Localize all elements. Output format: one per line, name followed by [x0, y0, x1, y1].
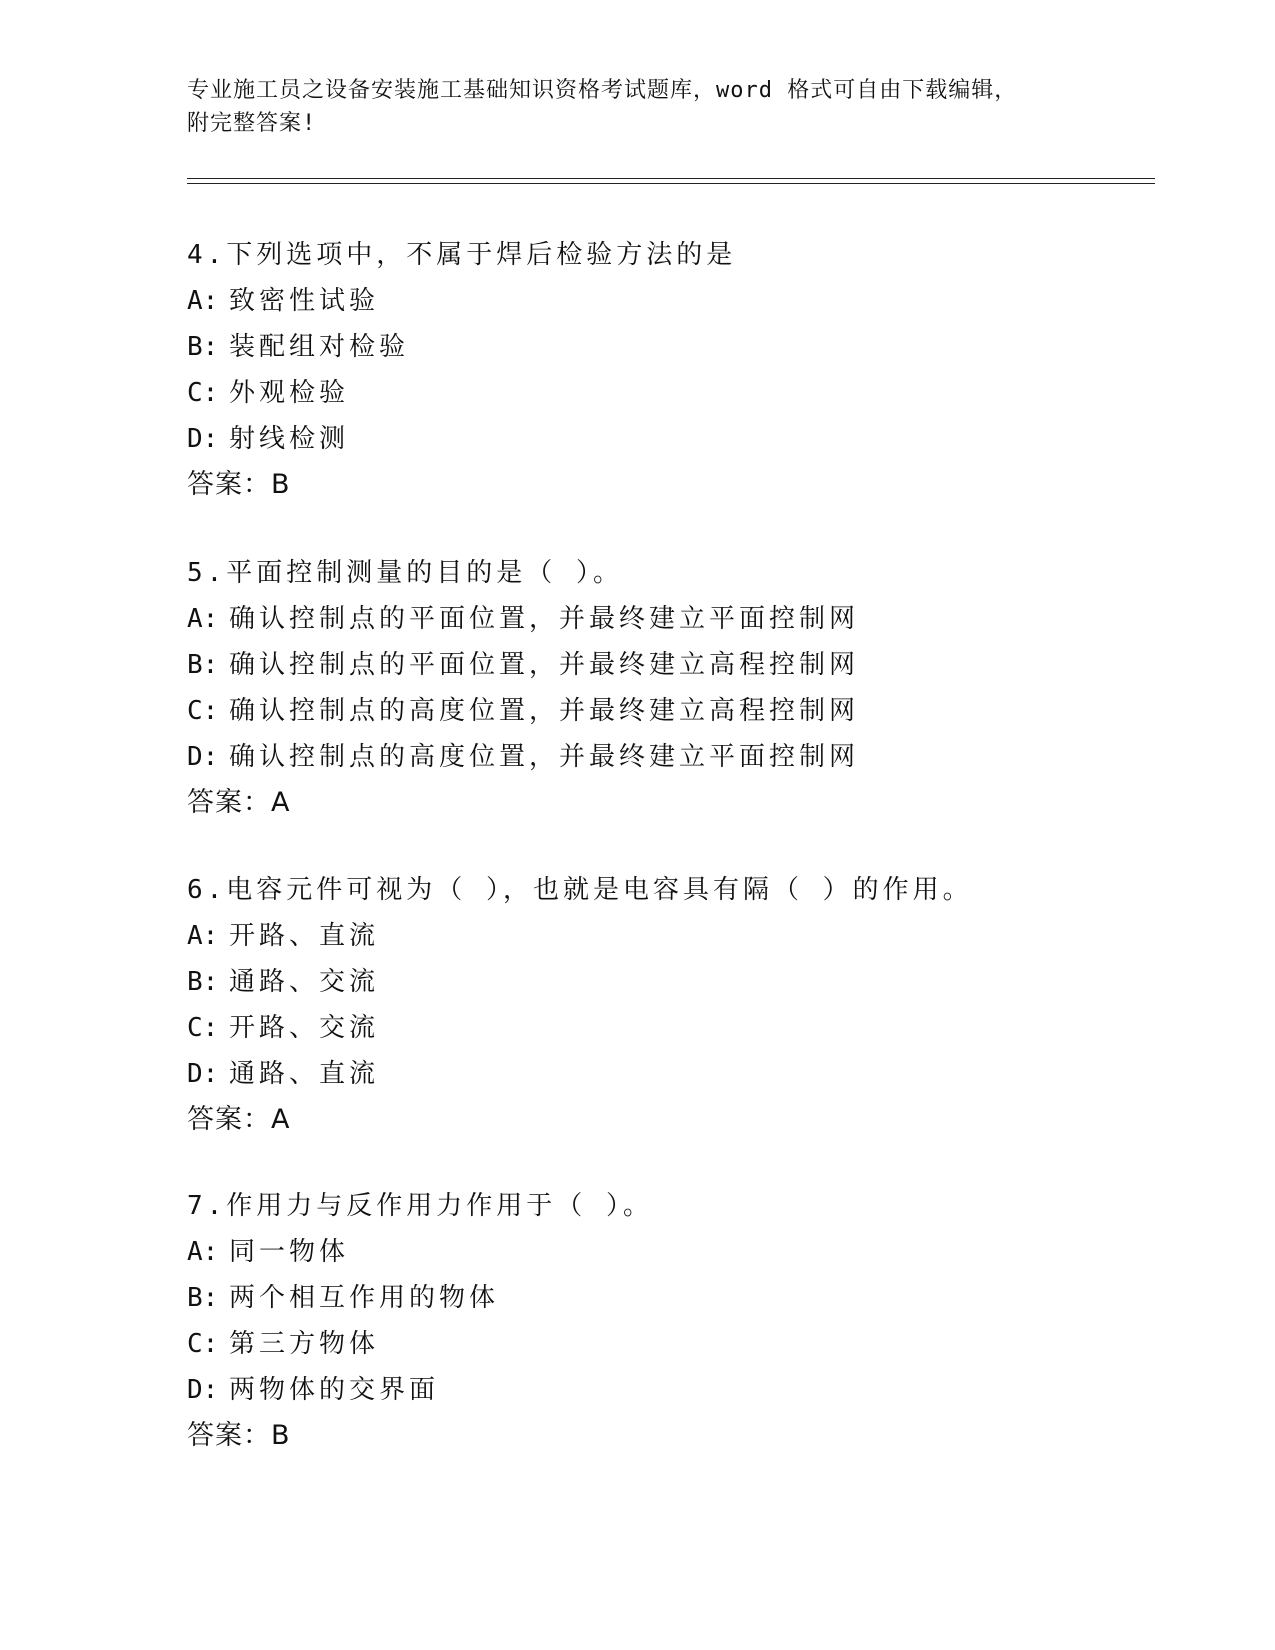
- option-text: 射线检测: [229, 424, 350, 454]
- option-text: 两个相互作用的物体: [229, 1283, 500, 1313]
- question-stem: 6.电容元件可视为（ ），也就是电容具有隔（ ）的作用。: [187, 875, 973, 905]
- option-text: 两物体的交界面: [229, 1375, 440, 1405]
- question-4: [187, 232, 1187, 508]
- option-b: [187, 324, 1187, 370]
- document-header: [187, 74, 1067, 140]
- option-d: [187, 734, 1187, 780]
- answer-label: 答案：A: [187, 1104, 291, 1135]
- option-letter: B:: [187, 650, 219, 680]
- option-letter: D:: [187, 424, 219, 454]
- option-letter: C:: [187, 378, 219, 408]
- option-c: [187, 1005, 1187, 1051]
- option-c: [187, 688, 1187, 734]
- answer-label: 答案：B: [187, 1420, 291, 1451]
- option-text: 开路、直流: [229, 921, 380, 951]
- option-letter: A:: [187, 921, 219, 951]
- question-7: [187, 1183, 1187, 1459]
- option-text: 装配组对检验: [229, 332, 410, 362]
- question-6: [187, 867, 1187, 1143]
- option-letter: C:: [187, 1329, 219, 1359]
- option-text: 外观检验: [229, 378, 350, 408]
- option-text: 确认控制点的平面位置，并最终建立平面控制网: [229, 604, 860, 634]
- option-letter: C:: [187, 1013, 219, 1043]
- option-text: 致密性试验: [229, 286, 380, 316]
- option-b: [187, 642, 1187, 688]
- option-text: 确认控制点的平面位置，并最终建立高程控制网: [229, 650, 860, 680]
- answer-label: 答案：A: [187, 787, 291, 818]
- option-letter: A:: [187, 286, 219, 316]
- option-letter: A:: [187, 1237, 219, 1267]
- option-a: [187, 1229, 1187, 1275]
- question-stem: 4.下列选项中，不属于焊后检验方法的是: [187, 240, 737, 270]
- header-divider-top: [187, 178, 1155, 179]
- option-letter: B:: [187, 967, 219, 997]
- option-d: [187, 1367, 1187, 1413]
- option-letter: A:: [187, 604, 219, 634]
- header-divider-bottom: [187, 183, 1155, 184]
- header-title-line-2: 附完整答案!: [187, 111, 317, 136]
- option-d: [187, 416, 1187, 462]
- option-a: [187, 596, 1187, 642]
- option-text: 通路、直流: [229, 1059, 380, 1089]
- option-a: [187, 913, 1187, 959]
- option-c: [187, 1321, 1187, 1367]
- option-b: [187, 1275, 1187, 1321]
- option-letter: D:: [187, 742, 219, 772]
- question-stem: 7.作用力与反作用力作用于（ ）。: [187, 1191, 653, 1221]
- option-text: 确认控制点的高度位置，并最终建立高程控制网: [229, 696, 860, 726]
- option-text: 第三方物体: [229, 1329, 380, 1359]
- option-letter: D:: [187, 1059, 219, 1089]
- option-text: 确认控制点的高度位置，并最终建立平面控制网: [229, 742, 860, 772]
- option-letter: D:: [187, 1375, 219, 1405]
- option-a: [187, 278, 1187, 324]
- question-5: [187, 550, 1187, 826]
- option-text: 开路、交流: [229, 1013, 380, 1043]
- option-text: 同一物体: [229, 1237, 350, 1267]
- answer-label: 答案：B: [187, 469, 291, 500]
- option-letter: C:: [187, 696, 219, 726]
- question-stem: 5.平面控制测量的目的是（ ）。: [187, 558, 623, 588]
- option-letter: B:: [187, 1283, 219, 1313]
- option-c: [187, 370, 1187, 416]
- header-title-line-1: 专业施工员之设备安装施工基础知识资格考试题库，word 格式可自由下载编辑，: [187, 78, 1018, 103]
- option-b: [187, 959, 1187, 1005]
- option-text: 通路、交流: [229, 967, 380, 997]
- option-letter: B:: [187, 332, 219, 362]
- option-d: [187, 1051, 1187, 1097]
